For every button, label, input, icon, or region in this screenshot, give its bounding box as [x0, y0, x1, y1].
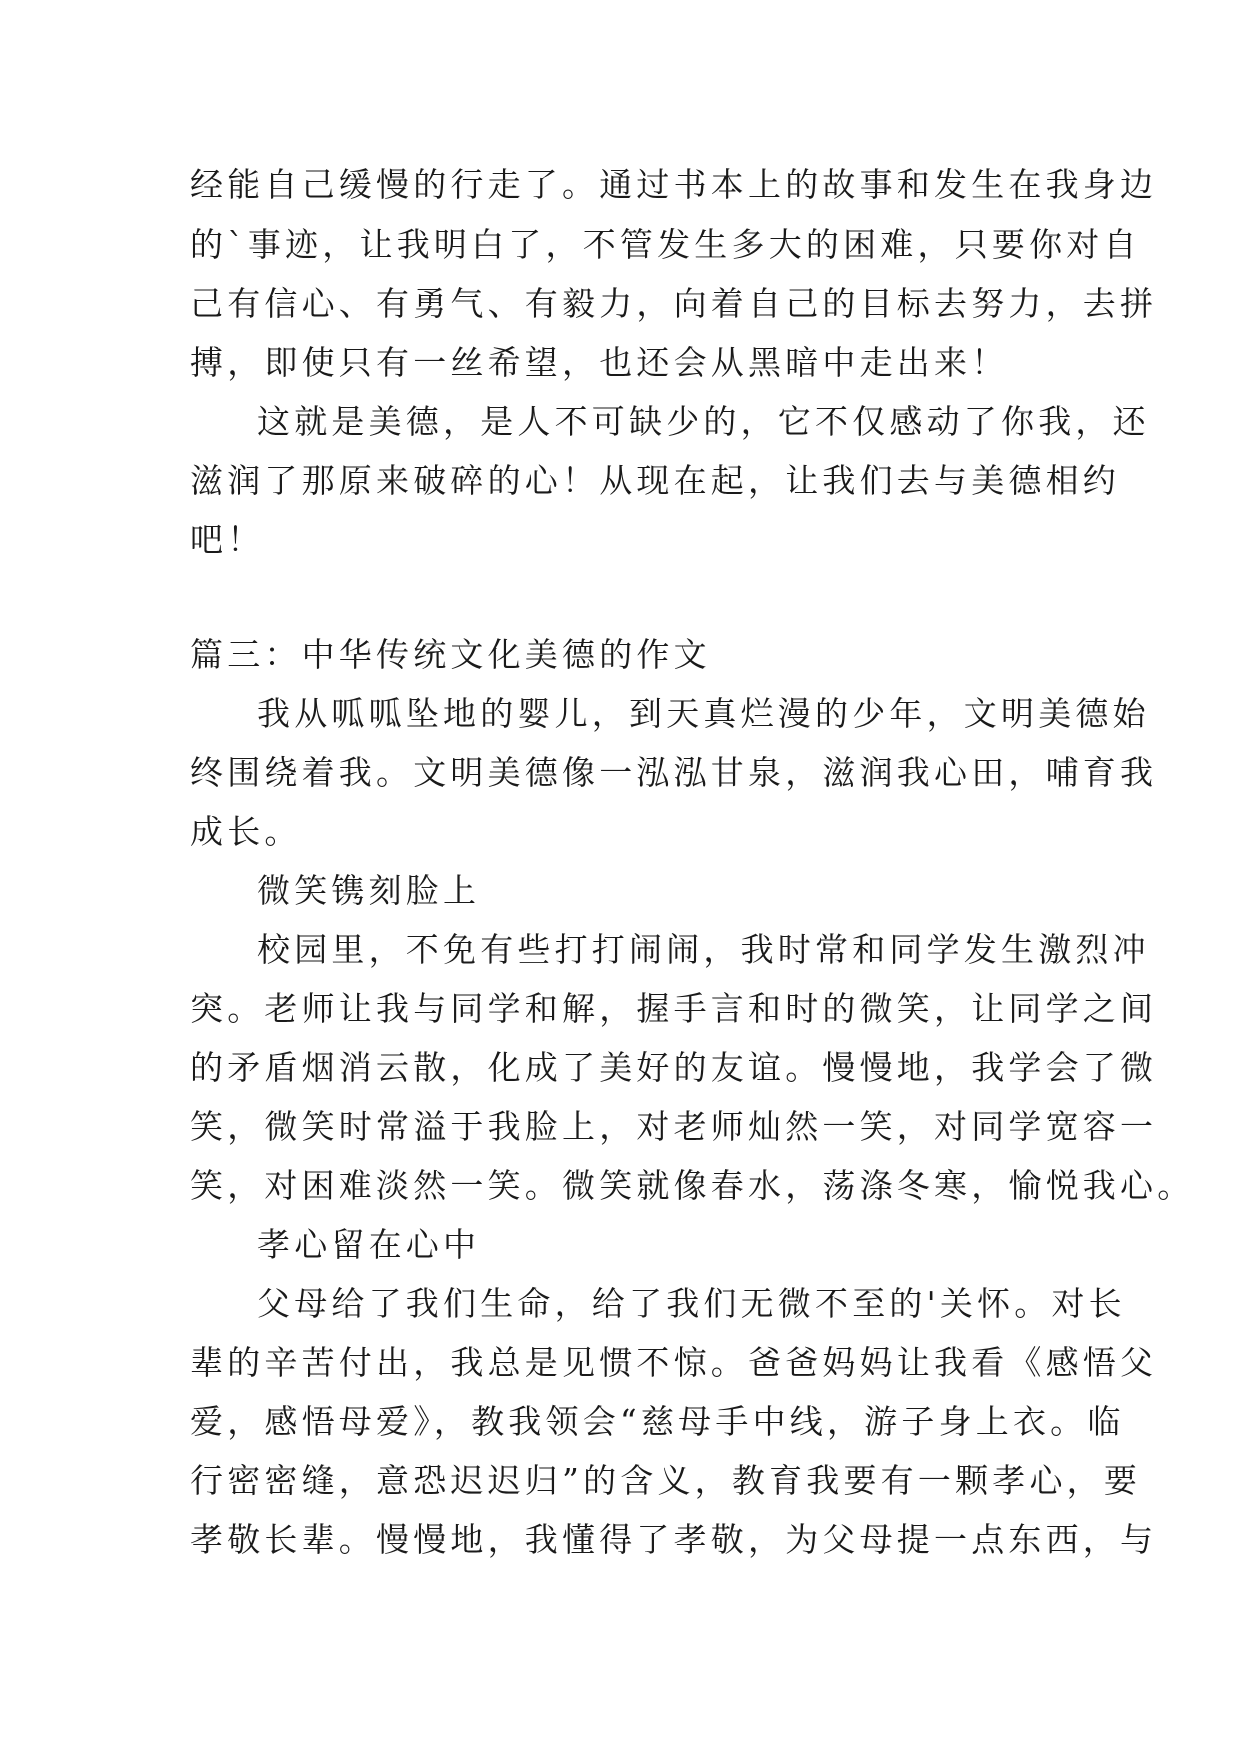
text-line: 突。老师让我与同学和解，握手言和时的微笑，让同学之间: [190, 989, 1158, 1028]
subheading: 孝心留在心中: [257, 1225, 481, 1264]
text-line: 成长。: [190, 812, 302, 851]
paragraph-first-line: 这就是美德，是人不可缺少的，它不仅感动了你我，还: [257, 402, 1150, 441]
text-line: 搏，即使只有一丝希望，也还会从黑暗中走出来！: [190, 343, 1009, 382]
paragraph-first-line: 校园里，不免有些打打闹闹，我时常和同学发生激烈冲: [257, 930, 1150, 969]
subheading: 微笑镌刻脸上: [257, 871, 481, 910]
paragraph-first-line: 我从呱呱坠地的婴儿，到天真烂漫的少年，文明美德始: [257, 694, 1150, 733]
text-line: 滋润了那原来破碎的心！从现在起，让我们去与美德相约: [190, 461, 1120, 500]
text-line: 终围绕着我。文明美德像一泓泓甘泉，滋润我心田，哺育我: [190, 753, 1158, 792]
paragraph-first-line: 父母给了我们生命，给了我们无微不至的'关怀。对长: [257, 1284, 1126, 1323]
text-line: 爱，感悟母爱》，教我领会“慈母手中线，游子身上衣。临: [190, 1402, 1125, 1441]
text-line: 笑，微笑时常溢于我脸上，对老师灿然一笑，对同学宽容一: [190, 1107, 1158, 1146]
text-line: 己有信心、有勇气、有毅力，向着自己的目标去努力，去拼: [190, 284, 1158, 323]
text-line: 笑，对困难淡然一笑。微笑就像春水，荡涤冬寒，愉悦我心。: [190, 1166, 1195, 1205]
text-line: 行密密缝，意恐迟迟归”的含义，教育我要有一颗孝心，要: [190, 1461, 1142, 1500]
text-line: 吧！: [190, 520, 265, 559]
text-line: 的矛盾烟消云散，化成了美好的友谊。慢慢地，我学会了微: [190, 1048, 1158, 1087]
section-heading: 篇三：中华传统文化美德的作文: [190, 635, 711, 674]
text-line: 辈的辛苦付出，我总是见惯不惊。爸爸妈妈让我看《感悟父: [190, 1343, 1158, 1382]
text-line: 的`事迹，让我明白了，不管发生多大的困难，只要你对自: [190, 225, 1141, 264]
text-line: 经能自己缓慢的行走了。通过书本上的故事和发生在我身边: [190, 165, 1158, 204]
text-line: 孝敬长辈。慢慢地，我懂得了孝敬，为父母提一点东西，与: [190, 1520, 1158, 1559]
